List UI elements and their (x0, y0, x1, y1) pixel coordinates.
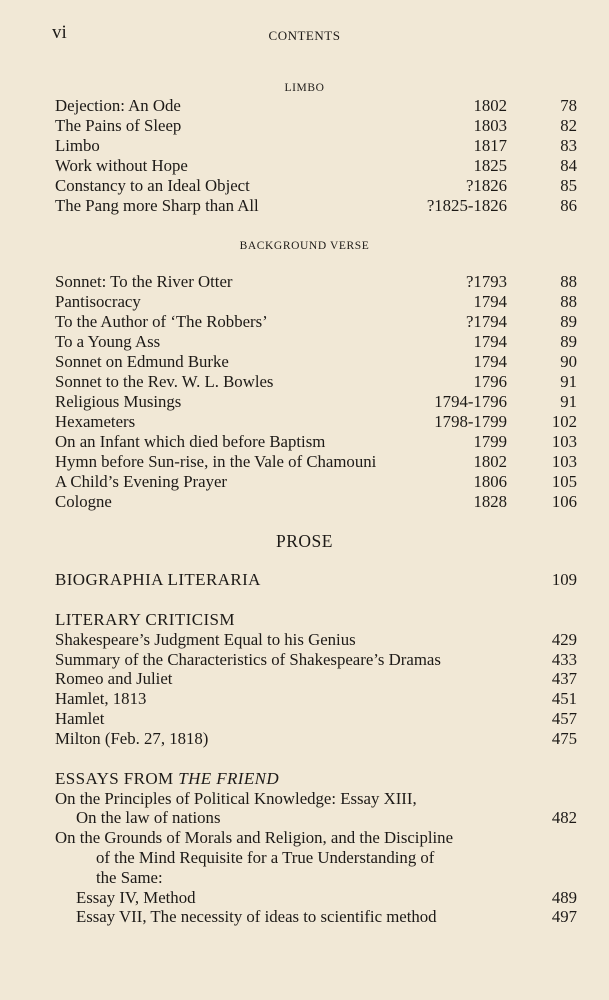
entry-title: Shakespeare’s Judgment Equal to his Genius (55, 630, 356, 649)
toc-entry-line (0, 868, 609, 888)
entry-title: The Pang more Sharp than All (55, 196, 259, 215)
entry-title: Dejection: An Ode (55, 96, 181, 115)
toc-sub-entry (0, 907, 609, 927)
entry-page: 105 (551, 472, 577, 491)
entry-title: On the Grounds of Morals and Religion, and the Discipline (55, 828, 454, 847)
toc-entry (0, 452, 609, 472)
section-heading-literary-criticism: LITERARY CRITICISM (55, 610, 235, 629)
entry-title: Essay IV, Method (76, 888, 196, 907)
entry-title: Work without Hope (55, 156, 188, 175)
entry-year: 1794-1796 (434, 392, 507, 411)
toc-entry (0, 96, 609, 116)
entry-year: 1796 (473, 372, 507, 391)
section-heading-limbo: LIMBO (284, 82, 325, 94)
entry-year: 1825 (473, 156, 507, 175)
entry-page: 106 (551, 492, 577, 511)
entry-title: Sonnet on Edmund Burke (55, 352, 229, 371)
entry-year: 1794 (473, 292, 507, 311)
entry-page: 497 (551, 907, 577, 926)
toc-entry (0, 196, 609, 216)
toc-entry (0, 352, 609, 372)
entry-title: On an Infant which died before Baptism (55, 432, 326, 451)
entry-title: Milton (Feb. 27, 1818) (55, 729, 209, 748)
toc-entry-biographia (0, 570, 609, 590)
toc-entry-line (0, 789, 609, 809)
entry-title: Limbo (55, 136, 100, 155)
toc-entry (0, 156, 609, 176)
entry-title: Romeo and Juliet (55, 669, 173, 688)
entry-title: BIOGRAPHIA LITERARIA (55, 570, 261, 589)
entry-year: ?1825-1826 (426, 196, 507, 215)
toc-entry (0, 292, 609, 312)
entry-page: 433 (551, 650, 577, 669)
entry-year: 1806 (473, 472, 507, 491)
entry-page: 78 (560, 96, 577, 115)
toc-entry (0, 630, 609, 650)
entry-page: 91 (560, 392, 577, 411)
toc-entry (0, 669, 609, 689)
toc-entry (0, 312, 609, 332)
entry-page: 83 (560, 136, 577, 155)
toc-entry (0, 432, 609, 452)
entry-page: 102 (551, 412, 577, 431)
entry-year: ?1826 (465, 176, 507, 195)
entry-page: 85 (560, 176, 577, 195)
entry-page: 103 (551, 432, 577, 451)
entry-year: 1803 (473, 116, 507, 135)
entry-title: Hamlet (55, 709, 105, 728)
entry-year: ?1793 (465, 272, 507, 291)
toc-entry (0, 372, 609, 392)
entry-title-continuation: the Same: (96, 868, 163, 887)
entry-title: To the Author of ‘The Robbers’ (55, 312, 268, 331)
entry-title: Pantisocracy (55, 292, 141, 311)
entry-title: A Child’s Evening Prayer (55, 472, 227, 491)
entry-page: 89 (560, 332, 577, 351)
toc-entry (0, 392, 609, 412)
toc-entry (0, 492, 609, 512)
entry-page: 482 (551, 808, 577, 827)
entry-title: Hymn before Sun-rise, in the Vale of Chamouni (55, 452, 377, 471)
entry-title: Essay VII, The necessity of ideas to scientific method (76, 907, 437, 926)
section-heading-essays (55, 769, 279, 789)
toc-entry (0, 709, 609, 729)
entry-title-continuation: On the law of nations (76, 808, 221, 827)
essays-heading-italic: THE FRIEND (178, 769, 280, 788)
toc-entry-line (0, 848, 609, 868)
entry-title: Sonnet to the Rev. W. L. Bowles (55, 372, 274, 391)
toc-entry (0, 729, 609, 749)
toc-entry (0, 650, 609, 670)
entry-year: 1794 (473, 352, 507, 371)
toc-entry (0, 689, 609, 709)
toc-entry (0, 136, 609, 156)
entry-page: 88 (560, 292, 577, 311)
entry-page: 437 (551, 669, 577, 688)
toc-entry (0, 472, 609, 492)
entry-year: 1798-1799 (434, 412, 507, 431)
running-header: CONTENTS (268, 28, 341, 43)
entry-page: 82 (560, 116, 577, 135)
entry-page: 103 (551, 452, 577, 471)
entry-title: Religious Musings (55, 392, 182, 411)
toc-sub-entry (0, 888, 609, 908)
entry-page: 90 (560, 352, 577, 371)
entry-page: 451 (551, 689, 577, 708)
section-heading-background-verse: BACKGROUND VERSE (239, 240, 370, 252)
entry-page: 457 (551, 709, 577, 728)
entry-title: To a Young Ass (55, 332, 161, 351)
entry-year: 1802 (473, 96, 507, 115)
entry-title: The Pains of Sleep (55, 116, 182, 135)
entry-page: 86 (560, 196, 577, 215)
entry-title: Hamlet, 1813 (55, 689, 147, 708)
toc-entry (0, 176, 609, 196)
toc-entry-line (0, 808, 609, 828)
toc-entry (0, 412, 609, 432)
entry-page: 88 (560, 272, 577, 291)
entry-page: 91 (560, 372, 577, 391)
entry-title: Summary of the Characteristics of Shakespeare’s Dramas (55, 650, 441, 669)
entry-title: Cologne (55, 492, 112, 511)
entry-year: ?1794 (465, 312, 507, 331)
entry-year: 1794 (473, 332, 507, 351)
toc-entry (0, 332, 609, 352)
entry-title: Sonnet: To the River Otter (55, 272, 233, 291)
entry-year: 1828 (473, 492, 507, 511)
entry-year: 1799 (473, 432, 507, 451)
entry-page: 429 (551, 630, 577, 649)
toc-entry-line (0, 828, 609, 848)
toc-entry (0, 116, 609, 136)
toc-entry (0, 272, 609, 292)
essays-heading-prefix: ESSAYS FROM (55, 769, 179, 788)
page-number: vi (52, 22, 67, 43)
entry-title: On the Principles of Political Knowledge: Essay XIII, (55, 789, 417, 808)
entry-page: 84 (560, 156, 577, 175)
entry-year: 1817 (473, 136, 507, 155)
entry-page: 89 (560, 312, 577, 331)
entry-page: 109 (551, 570, 577, 589)
entry-page: 475 (551, 729, 577, 748)
entry-title-continuation: of the Mind Requisite for a True Understanding of (96, 848, 435, 867)
entry-page: 489 (551, 888, 577, 907)
part-heading-prose: PROSE (276, 531, 333, 551)
entry-year: 1802 (473, 452, 507, 471)
entry-title: Constancy to an Ideal Object (55, 176, 250, 195)
entry-title: Hexameters (55, 412, 136, 431)
